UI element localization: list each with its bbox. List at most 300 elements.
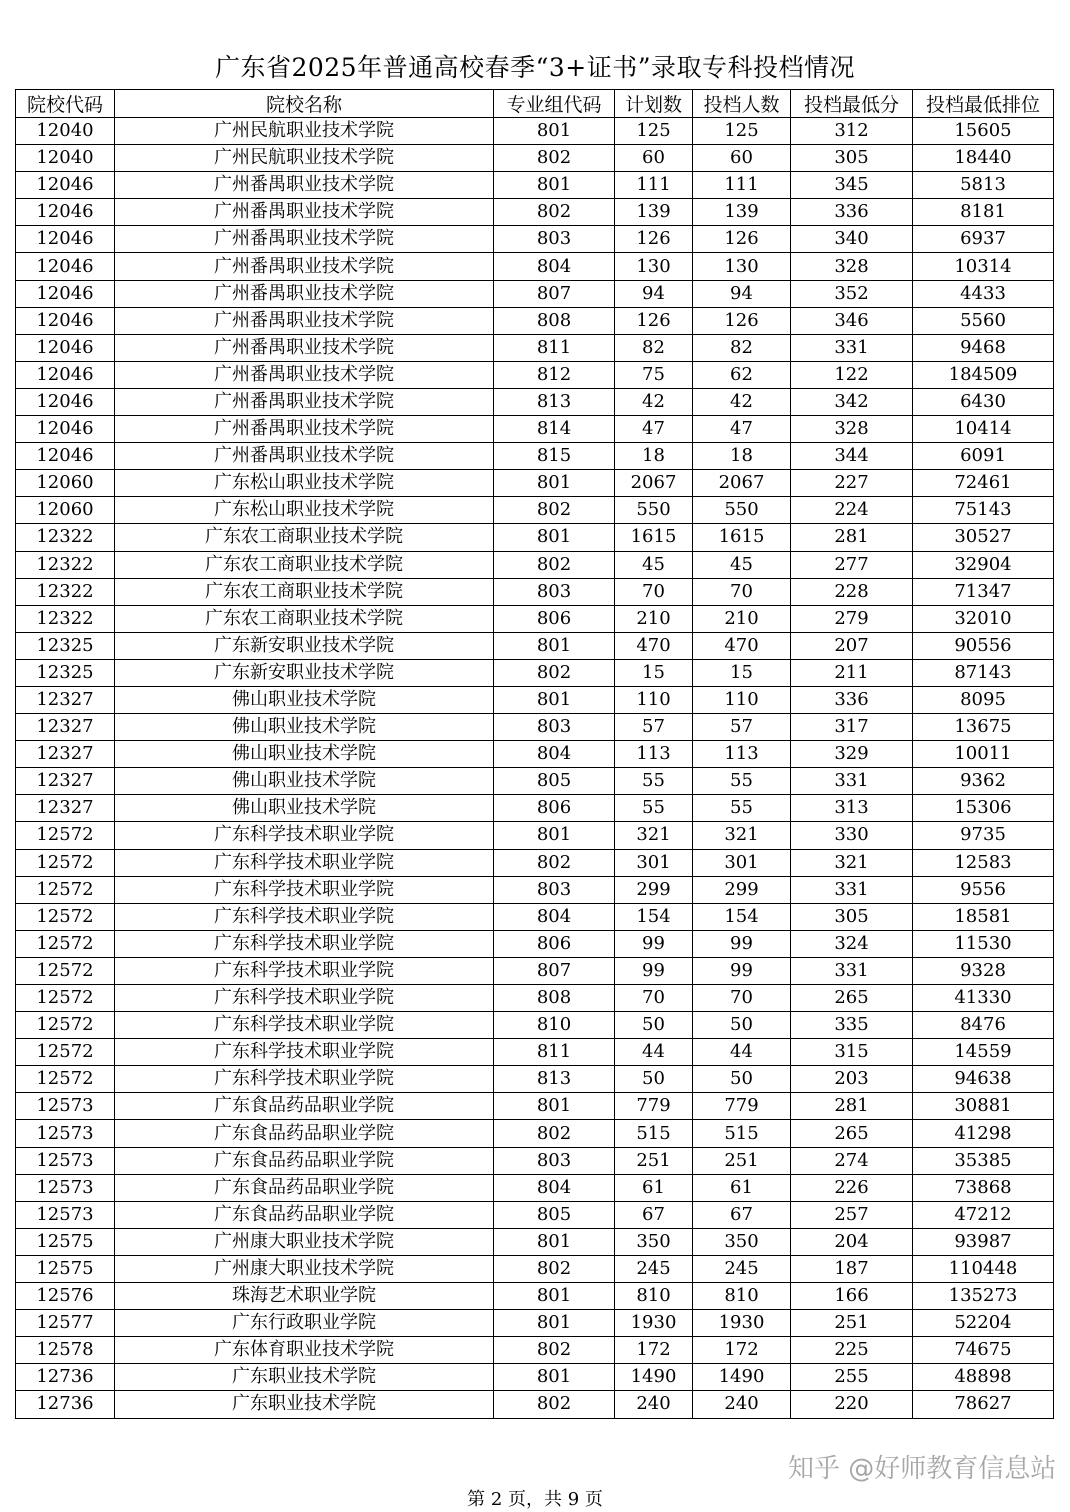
table-cell: 802 [494,1337,615,1364]
table-row [16,822,1054,849]
table-cell: 801 [494,470,615,497]
table-cell: 207 [791,632,913,659]
table-cell: 15605 [913,118,1054,145]
table-row [16,957,1054,984]
table-cell: 299 [615,876,693,903]
table-cell: 331 [791,876,913,903]
table-cell: 315 [791,1039,913,1066]
table-cell: 广东科学技术职业学院 [115,903,494,930]
table-cell: 6091 [913,443,1054,470]
table-row [16,1093,1054,1120]
table-row [16,741,1054,768]
table-cell: 803 [494,714,615,741]
table-cell: 12573 [16,1093,115,1120]
table-cell: 126 [693,307,791,334]
table-cell: 257 [791,1201,913,1228]
table-row [16,524,1054,551]
table-row [16,470,1054,497]
table-row [16,497,1054,524]
table-cell: 12736 [16,1391,115,1418]
table-cell: 12325 [16,632,115,659]
table-row [16,1039,1054,1066]
table-cell: 810 [615,1283,693,1310]
table-cell: 802 [494,1391,615,1418]
table-cell: 6430 [913,388,1054,415]
table-cell: 广州番禺职业技术学院 [115,388,494,415]
table-cell: 广州番禺职业技术学院 [115,307,494,334]
table-cell: 60 [693,145,791,172]
table-cell: 30527 [913,524,1054,551]
table-row [16,714,1054,741]
table-cell: 12046 [16,416,115,443]
table-cell: 佛山职业技术学院 [115,795,494,822]
table-cell: 321 [615,822,693,849]
table-cell: 12046 [16,280,115,307]
table-cell: 广州康大职业技术学院 [115,1255,494,1282]
table-cell: 802 [494,849,615,876]
table-cell: 99 [615,930,693,957]
table-cell: 802 [494,1255,615,1282]
table-cell: 801 [494,118,615,145]
table-cell: 328 [791,416,913,443]
table-cell: 225 [791,1337,913,1364]
table-cell: 12575 [16,1228,115,1255]
table-cell: 210 [693,605,791,632]
table-cell: 9556 [913,876,1054,903]
table-cell: 广东农工商职业技术学院 [115,551,494,578]
table-cell: 204 [791,1228,913,1255]
table-cell: 801 [494,524,615,551]
table-row [16,334,1054,361]
table-cell: 55 [615,795,693,822]
table-cell: 12576 [16,1283,115,1310]
table-cell: 122 [791,361,913,388]
table-cell: 8476 [913,1012,1054,1039]
table-cell: 82 [693,334,791,361]
table-cell: 803 [494,578,615,605]
table-cell: 324 [791,930,913,957]
table-cell: 12572 [16,822,115,849]
table-cell: 广东科学技术职业学院 [115,849,494,876]
table-cell: 802 [494,551,615,578]
table-cell: 广州番禺职业技术学院 [115,280,494,307]
table-cell: 12572 [16,1012,115,1039]
table-cell: 94638 [913,1066,1054,1093]
table-cell: 广东松山职业技术学院 [115,470,494,497]
table-cell: 15 [615,659,693,686]
table-cell: 广东食品药品职业学院 [115,1174,494,1201]
table-row [16,388,1054,415]
table-cell: 807 [494,957,615,984]
table-cell: 12572 [16,957,115,984]
table-cell: 12322 [16,605,115,632]
table-cell: 806 [494,795,615,822]
table-cell: 299 [693,876,791,903]
table-cell: 广州民航职业技术学院 [115,145,494,172]
table-cell: 305 [791,145,913,172]
table-cell: 281 [791,524,913,551]
table-cell: 12573 [16,1201,115,1228]
table-row [16,1201,1054,1228]
table-row [16,172,1054,199]
table-cell: 82 [615,334,693,361]
table-cell: 12046 [16,199,115,226]
table-cell: 10414 [913,416,1054,443]
table-cell: 9735 [913,822,1054,849]
table-cell: 60 [615,145,693,172]
table-cell: 12322 [16,551,115,578]
table-cell: 广东体育职业技术学院 [115,1337,494,1364]
table-row [16,1012,1054,1039]
table-cell: 45 [615,551,693,578]
table-cell: 801 [494,686,615,713]
table-cell: 801 [494,1228,615,1255]
table-cell: 5813 [913,172,1054,199]
table-cell: 803 [494,876,615,903]
table-cell: 550 [693,497,791,524]
table-cell: 301 [615,849,693,876]
table-cell: 110 [693,686,791,713]
table-cell: 70 [615,578,693,605]
table-cell: 312 [791,118,913,145]
table-row [16,605,1054,632]
column-header: 计划数 [615,90,693,118]
table-cell: 广东科学技术职业学院 [115,930,494,957]
table-cell: 48898 [913,1364,1054,1391]
table-cell: 805 [494,1201,615,1228]
table-cell: 172 [615,1337,693,1364]
table-cell: 62 [693,361,791,388]
table-cell: 15306 [913,795,1054,822]
table-row [16,1337,1054,1364]
table-cell: 6937 [913,226,1054,253]
table-cell: 47 [615,416,693,443]
table-cell: 61 [615,1174,693,1201]
table-row [16,118,1054,145]
table-cell: 802 [494,497,615,524]
table-cell: 珠海艺术职业学院 [115,1283,494,1310]
table-cell: 18440 [913,145,1054,172]
table-cell: 47 [693,416,791,443]
table-cell: 220 [791,1391,913,1418]
table-row [16,903,1054,930]
table-cell: 350 [615,1228,693,1255]
table-cell: 50 [693,1066,791,1093]
table-cell: 12046 [16,361,115,388]
table-cell: 139 [693,199,791,226]
table-cell: 广东科学技术职业学院 [115,822,494,849]
table-cell: 245 [615,1255,693,1282]
table-cell: 广州番禺职业技术学院 [115,443,494,470]
table-row [16,1120,1054,1147]
table-row [16,795,1054,822]
table-cell: 515 [693,1120,791,1147]
table-cell: 12573 [16,1174,115,1201]
table-cell: 70 [693,578,791,605]
table-cell: 274 [791,1147,913,1174]
table-row [16,578,1054,605]
table-cell: 806 [494,605,615,632]
table-cell: 广东农工商职业技术学院 [115,605,494,632]
table-cell: 12573 [16,1120,115,1147]
table-cell: 12572 [16,930,115,957]
table-cell: 佛山职业技术学院 [115,768,494,795]
table-cell: 810 [693,1283,791,1310]
table-cell: 8181 [913,199,1054,226]
table-cell: 广东新安职业技术学院 [115,659,494,686]
table-cell: 18 [693,443,791,470]
table-cell: 佛山职业技术学院 [115,741,494,768]
table-cell: 801 [494,1283,615,1310]
table-cell: 70 [693,985,791,1012]
table-cell: 广东科学技术职业学院 [115,1012,494,1039]
table-cell: 210 [615,605,693,632]
table-cell: 广东科学技术职业学院 [115,876,494,903]
table-cell: 801 [494,1364,615,1391]
table-cell: 广州康大职业技术学院 [115,1228,494,1255]
table-cell: 广东职业技术学院 [115,1364,494,1391]
table-cell: 515 [615,1120,693,1147]
table-cell: 2067 [615,470,693,497]
table-cell: 广东新安职业技术学院 [115,632,494,659]
table-cell: 广州番禺职业技术学院 [115,334,494,361]
table-cell: 35385 [913,1147,1054,1174]
table-cell: 255 [791,1364,913,1391]
table-row [16,686,1054,713]
table-cell: 18581 [913,903,1054,930]
table-cell: 279 [791,605,913,632]
table-cell: 93987 [913,1228,1054,1255]
table-cell: 12575 [16,1255,115,1282]
table-row [16,416,1054,443]
table-cell: 广州番禺职业技术学院 [115,361,494,388]
table-cell: 广州番禺职业技术学院 [115,199,494,226]
table-cell: 317 [791,714,913,741]
table-cell: 801 [494,1310,615,1337]
table-cell: 87143 [913,659,1054,686]
table-cell: 330 [791,822,913,849]
table-cell: 12327 [16,795,115,822]
table-cell: 12040 [16,145,115,172]
table-cell: 340 [791,226,913,253]
table-cell: 广东科学技术职业学院 [115,985,494,1012]
table-cell: 130 [615,253,693,280]
table-cell: 广东科学技术职业学院 [115,1039,494,1066]
table-cell: 5560 [913,307,1054,334]
table-row [16,551,1054,578]
table-row [16,253,1054,280]
table-cell: 801 [494,1093,615,1120]
table-cell: 804 [494,903,615,930]
table-cell: 55 [693,768,791,795]
table-row [16,659,1054,686]
table-cell: 240 [693,1391,791,1418]
table-cell: 广东松山职业技术学院 [115,497,494,524]
table-cell: 12572 [16,1066,115,1093]
table-cell: 9328 [913,957,1054,984]
table-cell: 265 [791,1120,913,1147]
table-cell: 广州番禺职业技术学院 [115,416,494,443]
table-cell: 41298 [913,1120,1054,1147]
table-cell: 184509 [913,361,1054,388]
table-cell: 801 [494,632,615,659]
table-row [16,307,1054,334]
table-row [16,1147,1054,1174]
table-row [16,1364,1054,1391]
table-cell: 111 [693,172,791,199]
column-header: 院校名称 [115,90,494,118]
table-cell: 广东食品药品职业学院 [115,1201,494,1228]
watermark: 知乎 @好师教育信息站 [788,1454,1057,1484]
table-cell: 12572 [16,903,115,930]
table-cell: 342 [791,388,913,415]
table-cell: 265 [791,985,913,1012]
table-cell: 1490 [615,1364,693,1391]
table-row [16,226,1054,253]
table-cell: 336 [791,199,913,226]
table-cell: 154 [693,903,791,930]
table-cell: 12572 [16,849,115,876]
table-cell: 55 [693,795,791,822]
table-cell: 70 [615,985,693,1012]
table-cell: 801 [494,822,615,849]
table-cell: 10314 [913,253,1054,280]
table-cell: 335 [791,1012,913,1039]
table-cell: 78627 [913,1391,1054,1418]
table-cell: 12060 [16,470,115,497]
table-cell: 804 [494,741,615,768]
table-cell: 9468 [913,334,1054,361]
table-cell: 32010 [913,605,1054,632]
table-cell: 12046 [16,253,115,280]
table-cell: 广州番禺职业技术学院 [115,172,494,199]
table-cell: 广东食品药品职业学院 [115,1093,494,1120]
table-cell: 42 [693,388,791,415]
column-header: 投档最低排位 [913,90,1054,118]
table-cell: 313 [791,795,913,822]
table-cell: 12046 [16,388,115,415]
table-cell: 187 [791,1255,913,1282]
table-cell: 广东科学技术职业学院 [115,1066,494,1093]
table-cell: 779 [693,1093,791,1120]
table-cell: 470 [693,632,791,659]
table-cell: 12046 [16,226,115,253]
table-cell: 811 [494,334,615,361]
table-cell: 15 [693,659,791,686]
table-cell: 113 [693,741,791,768]
table-cell: 12046 [16,172,115,199]
table-cell: 32904 [913,551,1054,578]
table-cell: 321 [791,849,913,876]
table-cell: 802 [494,199,615,226]
admission-table [15,89,1054,1419]
table-row [16,849,1054,876]
table-cell: 281 [791,1093,913,1120]
table-cell: 73868 [913,1174,1054,1201]
table-cell: 99 [693,930,791,957]
table-row [16,876,1054,903]
table-cell: 50 [615,1012,693,1039]
table-cell: 125 [693,118,791,145]
table-cell: 111 [615,172,693,199]
table-cell: 30881 [913,1093,1054,1120]
table-cell: 45 [693,551,791,578]
table-cell: 57 [693,714,791,741]
table-cell: 1930 [693,1310,791,1337]
table-cell: 331 [791,334,913,361]
table-cell: 12327 [16,768,115,795]
table-row [16,361,1054,388]
table-header-row [16,90,1054,118]
table-cell: 71347 [913,578,1054,605]
table-row [16,768,1054,795]
table-cell: 12578 [16,1337,115,1364]
table-cell: 44 [693,1039,791,1066]
table-row [16,145,1054,172]
table-row [16,1174,1054,1201]
table-cell: 42 [615,388,693,415]
table-cell: 9362 [913,768,1054,795]
table-cell: 12327 [16,741,115,768]
table-cell: 1615 [615,524,693,551]
table-cell: 75143 [913,497,1054,524]
table-cell: 331 [791,957,913,984]
table-row [16,199,1054,226]
table-cell: 779 [615,1093,693,1120]
table-cell: 广东职业技术学院 [115,1391,494,1418]
table-cell: 228 [791,578,913,605]
table-cell: 广东食品药品职业学院 [115,1147,494,1174]
table-cell: 336 [791,686,913,713]
table-cell: 99 [615,957,693,984]
column-header: 投档人数 [693,90,791,118]
table-cell: 815 [494,443,615,470]
table-cell: 41330 [913,985,1054,1012]
table-cell: 226 [791,1174,913,1201]
table-cell: 57 [615,714,693,741]
table-cell: 126 [615,226,693,253]
table-cell: 808 [494,985,615,1012]
table-cell: 12572 [16,1039,115,1066]
table-cell: 佛山职业技术学院 [115,686,494,713]
table-cell: 172 [693,1337,791,1364]
table-cell: 1930 [615,1310,693,1337]
table-cell: 470 [615,632,693,659]
table-cell: 12327 [16,686,115,713]
table-cell: 50 [615,1066,693,1093]
table-cell: 813 [494,388,615,415]
table-row [16,1228,1054,1255]
table-cell: 44 [615,1039,693,1066]
table-cell: 47212 [913,1201,1054,1228]
table-cell: 佛山职业技术学院 [115,714,494,741]
table-cell: 125 [615,118,693,145]
table-cell: 806 [494,930,615,957]
table-cell: 814 [494,416,615,443]
table-cell: 802 [494,659,615,686]
table-cell: 1490 [693,1364,791,1391]
column-header: 院校代码 [16,90,115,118]
table-cell: 801 [494,172,615,199]
table-cell: 2067 [693,470,791,497]
table-cell: 803 [494,1147,615,1174]
table-cell: 113 [615,741,693,768]
table-cell: 90556 [913,632,1054,659]
table-cell: 75 [615,361,693,388]
table-cell: 813 [494,1066,615,1093]
table-cell: 301 [693,849,791,876]
table-cell: 67 [615,1201,693,1228]
